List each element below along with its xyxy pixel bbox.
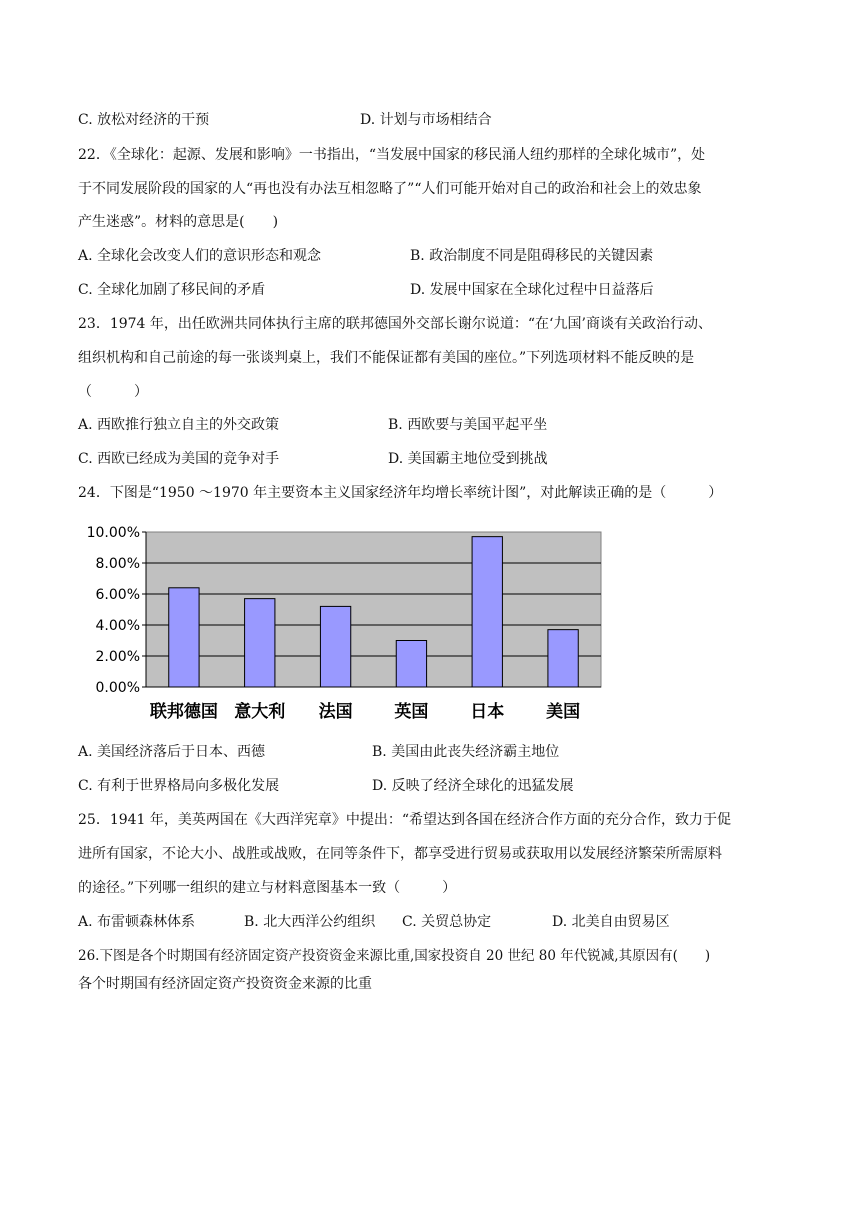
q21-option-c: C. 放松对经济的干预 — [78, 112, 210, 128]
bar — [245, 599, 275, 687]
q24-option-c: C. 有利于世界格局向多极化发展 — [78, 778, 280, 794]
y-tick-label: 6.00% — [95, 587, 140, 603]
q23-stem-line-3: （ ） — [78, 384, 148, 400]
y-tick-label: 4.00% — [95, 618, 140, 634]
q23-option-a: A. 西欧推行独立自主的外交政策 — [78, 417, 280, 433]
q23-option-d: D. 美国霸主地位受到挑战 — [388, 451, 548, 467]
q23-stem-line-2: 组织机构和自己前途的每一张谈判桌上，我们不能保证都有美国的座位。”下列选项材料不能反映的是 — [78, 350, 695, 366]
q23-option-c: C. 西欧已经成为美国的竞争对手 — [78, 451, 280, 467]
q25-option-c: C. 关贸总协定 — [402, 914, 492, 930]
x-tick-label: 日本 — [470, 702, 505, 722]
bar — [169, 588, 199, 687]
y-tick-label: 0.00% — [95, 680, 140, 696]
bar — [548, 630, 578, 687]
q26-figure-caption: 各个时期国有经济固定资产投资资金来源的比重 — [78, 976, 372, 992]
q22-stem-line-3: 产生迷惑”。材料的意思是( ) — [78, 214, 279, 230]
q24-option-d: D. 反映了经济全球化的迅猛发展 — [372, 778, 574, 794]
bar — [320, 606, 350, 687]
q25-stem-line-2: 进所有国家，不论大小、战胜或战败，在同等条件下，都享受进行贸易或获取用以发展经济繁荣所需原料 — [78, 846, 722, 862]
q25-option-d: D. 北美自由贸易区 — [552, 914, 670, 930]
q22-stem-line-1: 22．《全球化：起源、发展和影响》一书指出，“当发展中国家的移民涌人纽约那样的全球化城市”，处 — [78, 147, 706, 163]
plot-area — [146, 532, 601, 687]
y-tick-label: 8.00% — [95, 556, 140, 572]
q24-option-a: A. 美国经济落后于日本、西德 — [78, 744, 266, 760]
q22-option-d: D. 发展中国家在全球化过程中日益落后 — [410, 282, 654, 298]
bar — [396, 641, 426, 688]
q21-option-d: D. 计划与市场相结合 — [360, 112, 492, 128]
x-tick-label: 意大利 — [234, 702, 286, 722]
x-tick-label: 英国 — [394, 702, 429, 722]
y-tick-label: 10.00% — [86, 525, 140, 541]
x-tick-label: 联邦德国 — [149, 702, 218, 722]
y-tick-label: 2.00% — [95, 649, 140, 665]
q24-option-b: B. 美国由此丧失经济霸主地位 — [372, 744, 560, 760]
q23-option-b: B. 西欧要与美国平起平坐 — [388, 417, 548, 433]
growth-rate-bar-chart — [76, 520, 616, 730]
q25-stem-line-3: 的途径。”下列哪一组织的建立与材料意图基本一致（ ） — [78, 880, 457, 896]
q22-option-c: C. 全球化加剧了移民间的矛盾 — [78, 282, 266, 298]
q22-stem-line-2: 于不同发展阶段的国家的人“再也没有办法互相忽略了”“人们可能开始对自己的政治和社会上的效忠象 — [78, 181, 702, 197]
q22-option-b: B. 政治制度不同是阻碍移民的关键因素 — [410, 248, 654, 264]
x-tick-label: 法国 — [318, 702, 353, 722]
x-tick-label: 美国 — [546, 702, 581, 722]
q25-stem-line-1: 25．1941 年，美英两国在《大西洋宪章》中提出：“希望达到各国在经济合作方面的充分合作，致力于促 — [78, 812, 732, 828]
q25-option-b: B. 北大西洋公约组织 — [244, 914, 376, 930]
q24-stem-line-1: 24．下图是“1950 ～1970 年主要资本主义国家经济年均增长率统计图”，对此解读正确的是（ ） — [78, 485, 723, 501]
q25-option-a: A. 布雷顿森林体系 — [78, 914, 196, 930]
bar — [472, 537, 502, 687]
q22-option-a: A. 全球化会改变人们的意识形态和观念 — [78, 248, 322, 264]
q26-stem-line-1: 26.下图是各个时期国有经济固定资产投资资金来源比重,国家投资自 20 世纪 80 年代锐减,其原因有( ) — [78, 948, 711, 964]
q23-stem-line-1: 23．1974 年，出任欧洲共同体执行主席的联邦德国外交部长谢尔说道：“在‘九国’商谈有关政治行动、 — [78, 316, 712, 332]
